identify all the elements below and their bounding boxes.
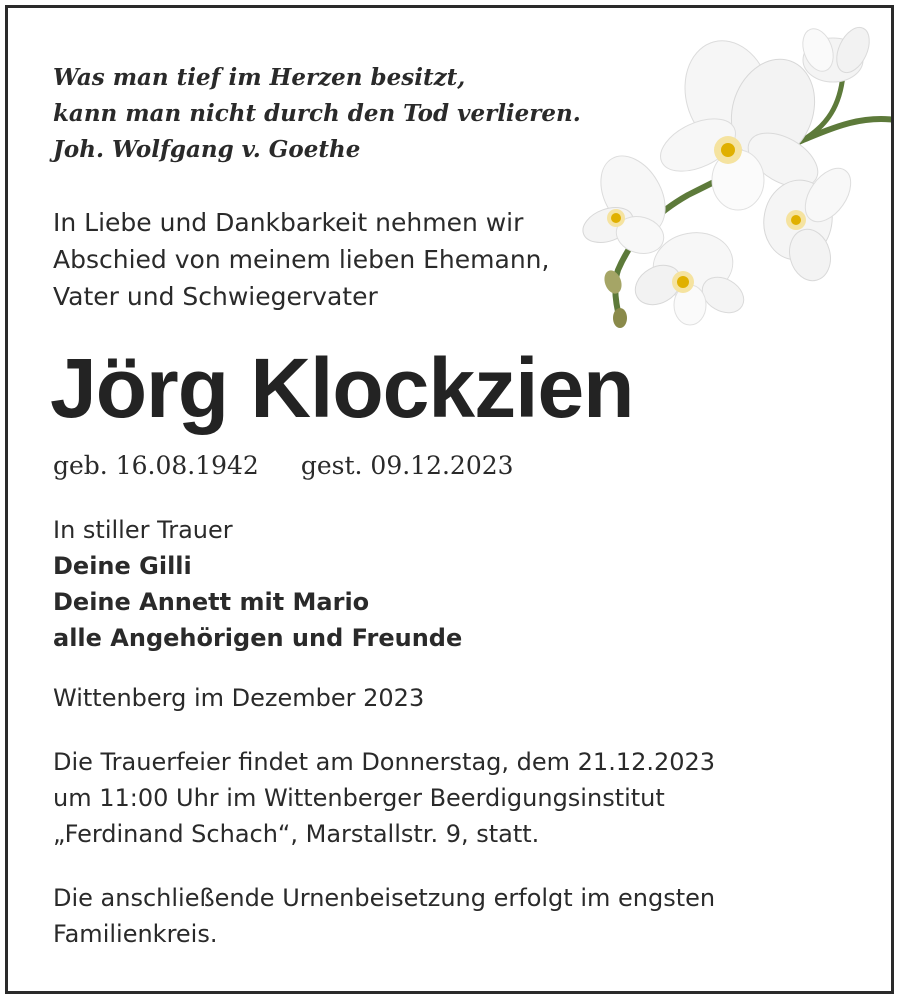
life-dates [53, 448, 514, 484]
intro-line-1: In Liebe und Dankbarkeit nehmen wir [53, 208, 524, 237]
place-and-date: Wittenberg im Dezember 2023 [53, 684, 425, 712]
mourners-block [53, 512, 462, 656]
birth-date: geb. 16.08.1942 [53, 451, 259, 480]
burial-info [53, 880, 715, 952]
quote-author: Joh. Wolfgang v. Goethe [53, 136, 361, 163]
mourner-name: alle Angehörigen und Freunde [53, 624, 463, 652]
ceremony-line-1: Die Trauerfeier findet am Donnerstag, dem 21.12.2023 [53, 748, 716, 776]
deceased-name: Jörg Klockzien [50, 341, 634, 435]
ceremony-line-3: „Ferdinand Schach“, Marstallstr. 9, statt. [53, 820, 540, 848]
mourner-name: Deine Annett mit Mario [53, 588, 370, 616]
ceremony-line-2: um 11:00 Uhr im Wittenberger Beerdigungsinstitut [53, 784, 665, 812]
intro-text [53, 204, 549, 315]
mourner-name: Deine Gilli [53, 552, 192, 580]
ceremony-info [53, 744, 715, 852]
intro-line-2: Abschied von meinem lieben Ehemann, [53, 245, 550, 274]
white-orchid-icon [578, 20, 894, 330]
intro-line-3: Vater und Schwiegervater [53, 282, 378, 311]
quote-line-1: Was man tief im Herzen besitzt, [53, 64, 466, 91]
obituary-card [5, 5, 894, 994]
burial-line-2: Familienkreis. [53, 920, 218, 948]
mourners-heading: In stiller Trauer [53, 516, 233, 544]
quote-line-2: kann man nicht durch den Tod verlieren. [53, 100, 581, 127]
goethe-quote [53, 60, 581, 168]
death-date: gest. 09.12.2023 [300, 451, 514, 480]
burial-line-1: Die anschließende Urnenbeisetzung erfolgt im engsten [53, 884, 716, 912]
